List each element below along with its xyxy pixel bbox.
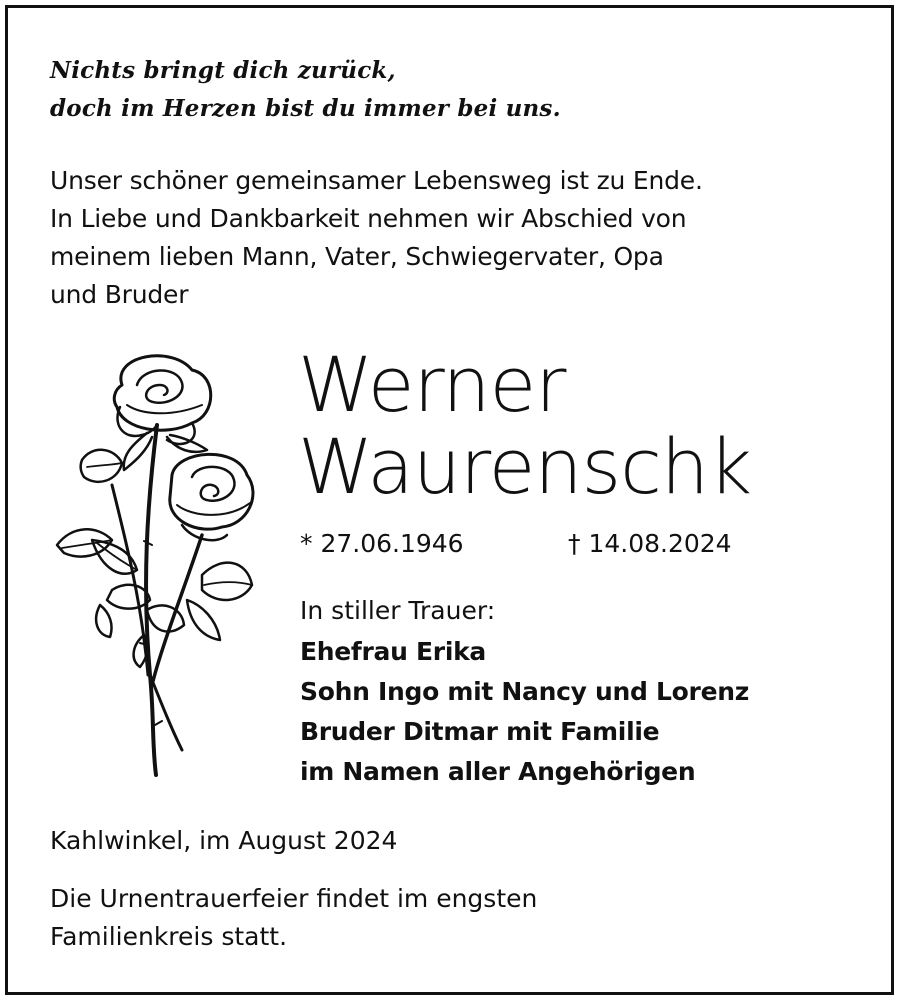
deceased-name [298,340,752,511]
mourner-line: Sohn Ingo mit Nancy und Lorenz [300,677,749,706]
intro-line-4: und Bruder [50,280,189,309]
motto-line-1: Nichts bringt dich zurück, [50,57,396,84]
first-name: Werner [298,340,566,429]
ceremony-line-1: Die Urnentrauerfeier findet im engsten [50,884,538,913]
place-and-date: Kahlwinkel, im August 2024 [50,826,398,855]
mourning-intro: In stiller Trauer: [300,596,496,625]
mourner-line: im Namen aller Angehörigen [300,757,696,786]
ceremony-line-2: Familienkreis statt. [50,922,288,951]
intro-line-1: Unser schöner gemeinsamer Lebensweg ist zu Ende. [50,166,703,195]
mourner-line: Bruder Ditmar mit Familie [300,717,660,746]
rose-bouquet-icon [52,345,262,785]
ceremony-note [50,880,537,956]
intro-text [50,162,703,314]
mourners-list [300,632,749,792]
last-name: Waurenschk [298,422,752,511]
intro-line-3: meinem lieben Mann, Vater, Schwiegervater, Opa [50,242,664,271]
death-date: † 14.08.2024 [568,529,732,558]
intro-line-2: In Liebe und Dankbarkeit nehmen wir Abschied von [50,204,687,233]
life-dates [300,526,732,562]
birth-date: * 27.06.1946 [300,529,464,558]
mourner-line: Ehefrau Erika [300,637,486,666]
motto-line-2: doch im Herzen bist du immer bei uns. [50,95,561,122]
motto [50,52,561,128]
